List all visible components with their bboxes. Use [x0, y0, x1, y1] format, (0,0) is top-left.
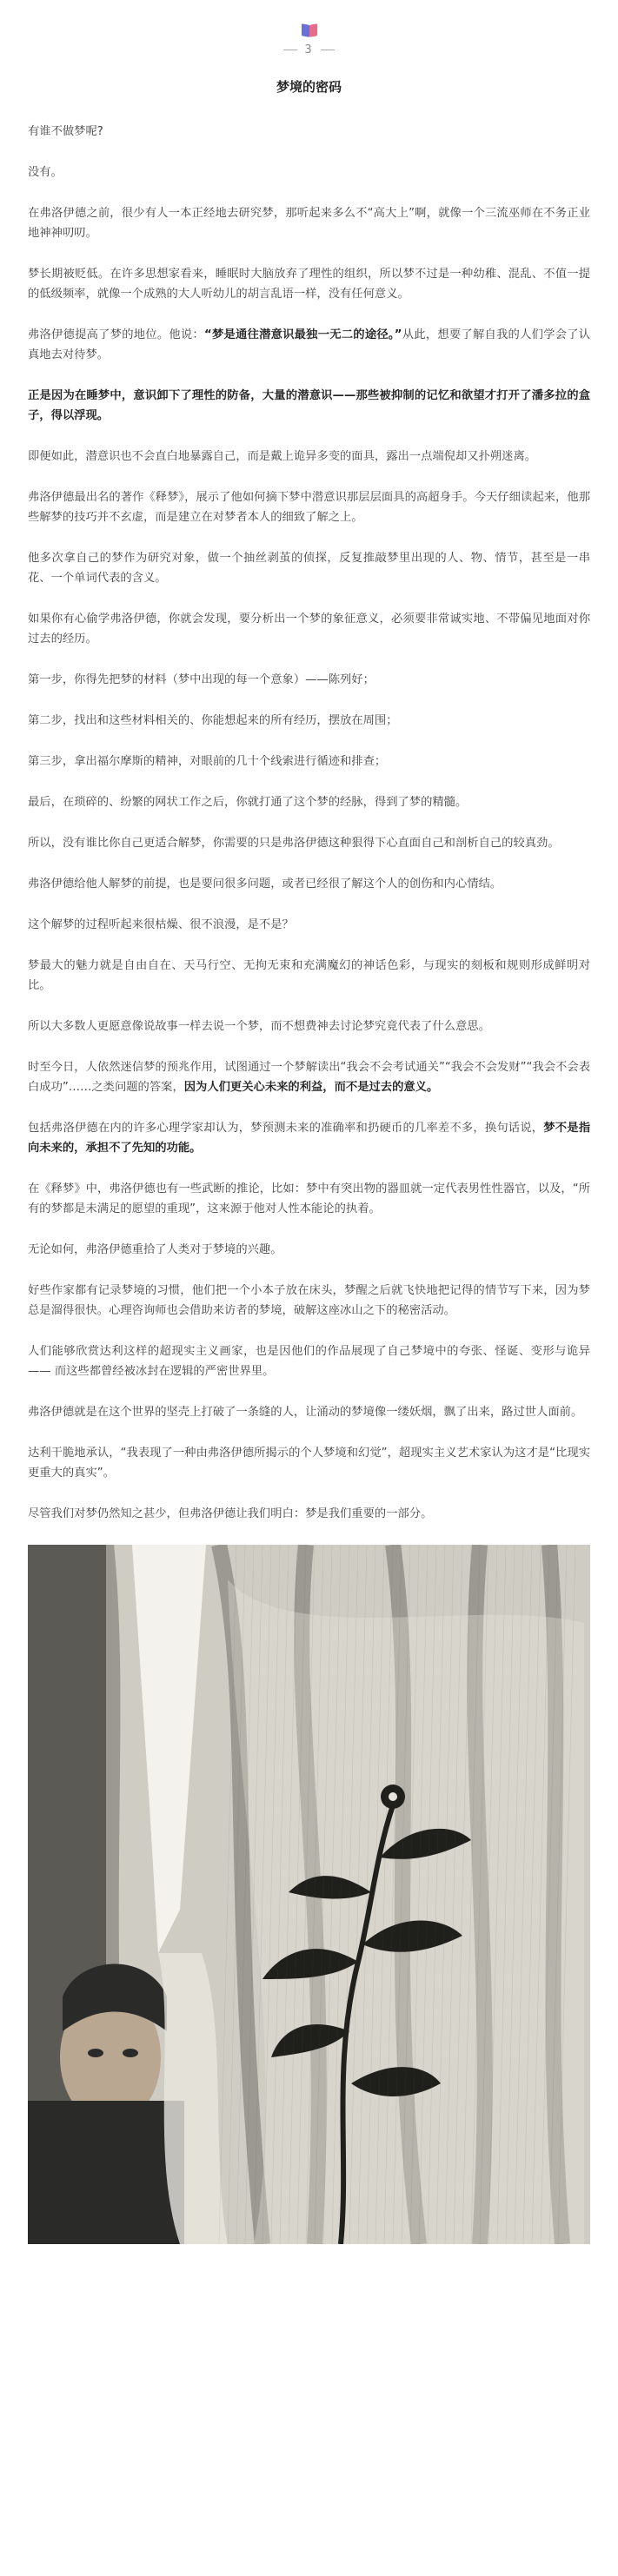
text-run: 最后，在琐碎的、纷繁的网状工作之后，你就打通了这个梦的经脉，得到了梦的精髓。	[28, 796, 468, 809]
text-run: 达利干脆地承认，“我表现了一种由弗洛伊德所揭示的个人梦境和幻觉”，超现实主义艺术家认为这才是“比现实更重大的真实”。	[28, 1447, 590, 1480]
surreal-painting	[28, 1545, 590, 2244]
bold-text: 因为人们更关心未来的利益，而不是过去的意义。	[183, 1081, 439, 1094]
text-run: 弗洛伊德给他人解梦的前提，也是要问很多问题，或者已经很了解这个人的创伤和内心情结。	[28, 877, 502, 891]
text-run: 梦长期被贬低。在许多思想家看来，睡眠时大脑放弃了理性的组织，所以梦不过是一种幼稚、混乱、不值一提的低级频率，就像一个成熟的大人听幼儿的胡言乱语一样，没有任何意义。	[28, 268, 590, 301]
text-run: 第二步，找出和这些材料相关的、你能想起来的所有经历，摆放在周围；	[28, 714, 398, 727]
text-run: 人们能够欣赏达利这样的超现实主义画家，也是因他们的作品展现了自己梦境中的夸张、怪诞、变形与诡异 —— 而这些都曾经被冰封在逻辑的严密世界里。	[28, 1345, 590, 1378]
text-run: 时至今日，人依然迷信梦的预兆作用，试图通过一个梦解读出“我会不会考试通关”“我会不会发财”“我会不会表白成功”……之类问题的答案，	[28, 1061, 590, 1094]
text-run: 如果你有心偷学弗洛伊德，你就会发现，要分析出一个梦的象征意义，必须要非常诚实地、不带偏见地面对你过去的经历。	[28, 613, 590, 646]
paragraph	[28, 487, 590, 527]
paragraph	[28, 833, 590, 853]
text-run: 所以大多数人更愿意像说故事一样去说一个梦，而不想费神去讨论梦究竟代表了什么意思。	[28, 1020, 490, 1033]
text-run: 尽管我们对梦仍然知之甚少，但弗洛伊德让我们明白：梦是我们重要的一部分。	[28, 1507, 433, 1520]
paragraph	[28, 874, 590, 894]
text-run: 梦最大的魅力就是自由自在、天马行空、无拘无束和充满魔幻的神话色彩，与现实的刻板和规则形成鲜明对比。	[28, 959, 590, 992]
chapter-number-line	[28, 43, 590, 56]
text-run: 没有。	[28, 166, 63, 179]
paragraph	[28, 956, 590, 996]
text-run: 他多次拿自己的梦作为研究对象，做一个抽丝剥茧的侦探，反复推敲梦里出现的人、物、情节，甚至是一串花、一个单词代表的含义。	[28, 552, 590, 585]
text-run: 弗洛伊德就是在这个世界的坚壳上打破了一条缝的人，让涌动的梦境像一缕妖烟，飘了出来，路过世人面前。	[28, 1406, 583, 1419]
text-run: 即便如此，潜意识也不会直白地暴露自己，而是戴上诡异多变的面具，露出一点端倪却又扑朔迷离。	[28, 450, 537, 463]
curtain-panel	[228, 1579, 584, 2244]
painting-artwork	[28, 1545, 590, 2244]
text-run: 在弗洛伊德之前，很少有人一本正经地去研究梦，那听起来多么不“高大上”啊，就像一个三流巫师在不务正业地神神叨叨。	[28, 207, 590, 240]
paragraph	[28, 1057, 590, 1097]
text-run: 第一步，你得先把梦的材料（梦中出现的每一个意象）——陈列好；	[28, 673, 375, 686]
article-body	[28, 122, 590, 1524]
text-run: 在《释梦》中，弗洛伊德也有一些武断的推论，比如：梦中有突出物的器皿就一定代表男性性器官，以及，“所有的梦都是未满足的愿望的重现”，这来源于他对人性本能论的执着。	[28, 1182, 590, 1215]
text-run: 所以，没有谁比你自己更适合解梦，你需要的只是弗洛伊德这种狠得下心直面自己和剖析自己的较真劲。	[28, 837, 560, 850]
text-run: 弗洛伊德提高了梦的地位。他说：	[28, 328, 204, 341]
chapter-header	[28, 17, 590, 96]
text-run: 弗洛伊德最出名的著作《释梦》，展示了他如何摘下梦中潜意识那层层面具的高超身手。今天仔细读起来，他那些解梦的技巧并不玄虚，而是建立在对梦者本人的细致了解之上。	[28, 491, 590, 524]
chapter-number: 3	[304, 43, 314, 56]
paragraph	[28, 1016, 590, 1036]
paragraph	[28, 325, 590, 365]
right-eye	[123, 2049, 138, 2057]
text-run: 好些作家都有记录梦境的习惯，他们把一个小本子放在床头，梦醒之后就飞快地把记得的情节写下来，因为梦总是溜得很快。心理咨询师也会借助来访者的梦境，破解这座冰山之下的秘密活动。	[28, 1284, 590, 1317]
paragraph	[28, 548, 590, 588]
paragraph	[28, 670, 590, 690]
paragraph	[28, 203, 590, 243]
paragraph	[28, 752, 590, 771]
paragraph	[28, 1240, 590, 1260]
paragraph	[28, 1443, 590, 1483]
paragraph	[28, 386, 590, 426]
paragraph	[28, 1402, 590, 1422]
paragraph	[28, 264, 590, 304]
book-icon	[302, 24, 317, 36]
paragraph	[28, 1179, 590, 1219]
article-title: 梦境的密码	[276, 79, 342, 95]
paragraph	[28, 162, 590, 182]
text-run: 包括弗洛伊德在内的许多心理学家却认为，梦预测未来的准确率和扔硬币的几率差不多，换句话说，	[28, 1122, 544, 1135]
paragraph	[28, 711, 590, 731]
paragraph	[28, 1504, 590, 1524]
paragraph	[28, 1341, 590, 1381]
paragraph	[28, 915, 590, 935]
bold-text: 正是因为在睡梦中，意识卸下了理性的防备，大量的潜意识——那些被抑制的记忆和欲望才打开了潘多拉的盒子，得以浮现。	[28, 389, 590, 422]
bold-text: “梦是通往潜意识最独一无二的途径。”	[203, 328, 402, 341]
flower-center	[389, 1792, 397, 1801]
paragraph	[28, 122, 590, 142]
text-run: 有谁不做梦呢?	[28, 125, 103, 138]
paragraph	[28, 609, 590, 649]
text-run: 第三步，拿出福尔摩斯的精神，对眼前的几十个线索进行循迹和排查；	[28, 755, 387, 768]
shoulders	[28, 2101, 184, 2244]
text-run: 无论如何，弗洛伊德重拾了人类对于梦境的兴趣。	[28, 1243, 282, 1256]
left-eye	[88, 2049, 103, 2057]
bold-text: 梦不是指向未来的，承担不了先知的功能。	[28, 1122, 591, 1155]
text-run: 这个解梦的过程听起来很枯燥、很不浪漫，是不是？	[28, 918, 294, 931]
text-run: 从此，想要了解自我的人们学会了认真地去对待梦。	[28, 328, 591, 361]
paragraph	[28, 447, 590, 467]
paragraph	[28, 1281, 590, 1321]
paragraph	[28, 792, 590, 812]
paragraph	[28, 1118, 590, 1158]
